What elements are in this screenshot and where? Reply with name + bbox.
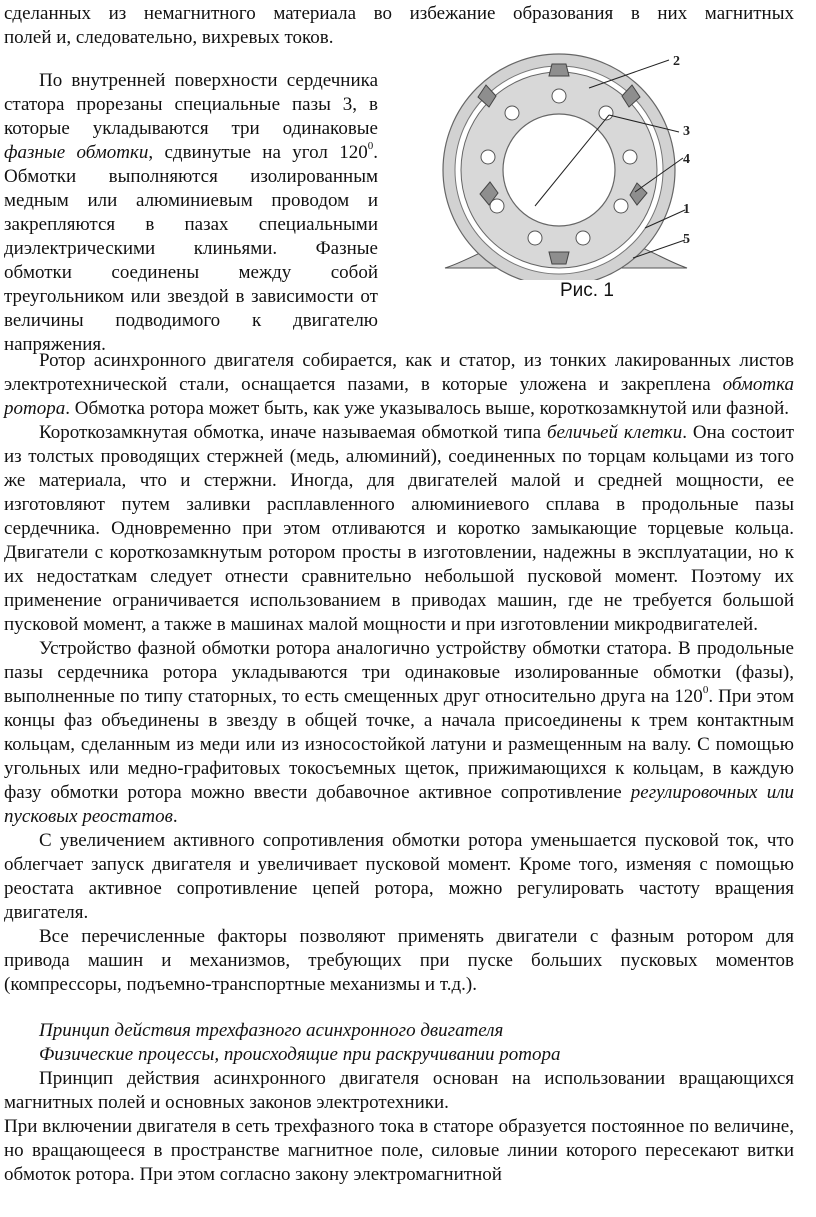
phase-text-b: . При этом концы фаз объединены в звезду в общей точке, а начала присоединены к трем контактным кольцам, сделанным из меди или из износостойкой латуни и размещенным на валу. С помощью угольных или медно-графитовых токосъемных щеток, прижимающихся к кольцам, в каждую фазу обмотки ротора можно ввести добавочное активное сопротивление [4,686,794,803]
label-2: 2 [673,54,680,69]
slot [552,89,566,103]
phase-degree-sup: 0 [702,683,709,696]
last-paragraph: При включении двигателя в сеть трехфазного тока в статоре образуется постоянное по величине, но вращающееся в пространстве магнитное поле, силовые линии которого пересекают витки обмоток ротора. При этом согласно закону электромагнитной [4,1116,794,1185]
wedge [549,64,569,76]
principle-paragraph: Принцип действия асинхронного двигателя основан на использовании вращающихся магнитных полей и основных законов электротехники. [4,1068,794,1113]
subsection-heading: Физические процессы, происходящие при раскручивании ротора [39,1044,561,1065]
stator-bore [503,114,615,226]
stator-degree-sup: 0 [367,139,374,152]
label-5: 5 [683,232,690,247]
squirrel-text-b: . Она состоит из толстых проводящих стержней (медь, алюминий), соединенных по торцам кольцами из того же материала, что и стержни. Иногда, для двигателей малой и средней мощности, ее изготовляют путем заливки расплавленного алюминиевого сплава в продольные пазы сердечника. Одновременно при этом отливаются и коротко замыкающие торцевые кольца. Двигатели с короткозамкнутым ротором просты в изготовлении, надежны в эксплуатации, но к их недостаткам следует отнести сравнительно небольшой пусковой момент. Поэтому их применение ограничивается использованием в приводах машин, где не требуется большой пусковой момент, а также в машинах малой мощности и при изготовлении микродвигателей. [4,422,795,635]
rotor-paragraph [4,349,794,421]
stator-emphasis-phase-windings: фазные обмотки [4,142,149,163]
lead-fragment [4,2,794,50]
main-text [4,349,794,1187]
lead-line-2: полей и, следовательно, вихревых токов. [4,27,334,48]
squirrel-emphasis: беличьей клетки [547,422,683,443]
figure-caption: Рис. 1 [560,280,614,301]
paragraph-spacer [4,997,794,1019]
label-1: 1 [683,202,690,217]
slot [623,150,637,164]
phase-text-a: Устройство фазной обмотки ротора аналогично устройству обмотки статора. В продольные пазы сердечника ротора укладываются три одинаковые изолированные обмотки (фазы), выполненные по типу статорных, то есть смещенных друг относительно друга на 120 [4,638,794,707]
stator-paragraph [4,69,378,357]
stator-cross-section-drawing [437,50,717,280]
figure-labels [673,54,690,247]
stator-paragraph-column [4,69,378,357]
phase-text-c: . [172,806,178,827]
wedge [549,252,569,264]
slot [528,231,542,245]
resistance-paragraph: С увеличением активного сопротивления обмотки ротора уменьшается пусковой ток, что облегчает запуск двигателя и увеличивает пусковой момент. Кроме того, изменяя с помощью реостата активное сопротивление цепей ротора, можно регулировать частоту вращения двигателя. [4,830,794,923]
rotor-emphasis: обмотка ротора [4,374,794,419]
factors-paragraph: Все перечисленные факторы позволяют применять двигатели с фазным ротором для привода машин и механизмов, требующих при пуске больших пусковых моментов (компрессоры, подъемно-транспортные механизмы и т.д.). [4,926,794,995]
slot [614,199,628,213]
label-3: 3 [683,124,690,139]
squirrel-cage-paragraph [4,421,794,637]
slot [505,106,519,120]
slot [481,150,495,164]
lead-line-1: сделанных из немагнитного материала во избежание образования в них магнитных [4,3,794,24]
stator-text-c: . Обмотки выполняются изолированным медным или алюминиевым проводом и закрепляются в пазах специальными диэлектрическими клиньями. Фазные обмотки соединены между собой треугольником или звездой в зависимости от величины подводимого к двигателю напряжения. [4,142,378,355]
stator-text-a: По внутренней поверхности сердечника статора прорезаны специальные пазы 3, в которые укладываются три одинаковые [4,70,378,139]
section-heading: Принцип действия трехфазного асинхронного двигателя [39,1020,504,1041]
label-4: 4 [683,152,690,167]
phase-emphasis: регулировочных или пусковых реостатов [4,782,795,827]
phase-rotor-paragraph [4,637,794,829]
squirrel-text-a: Короткозамкнутая обмотка, иначе называемая обмоткой типа [39,422,547,443]
rotor-text-b: . Обмотка ротора может быть, как уже указывалось выше, короткозамкнутой или фазной. [65,398,789,419]
slot [576,231,590,245]
rotor-text-a: Ротор асинхронного двигателя собирается, как и статор, из тонких лакированных листов электротехнической стали, оснащается пазами, в которые уложена и закреплена [4,350,794,395]
stator-text-b: , сдвинутые на угол 120 [148,142,368,163]
